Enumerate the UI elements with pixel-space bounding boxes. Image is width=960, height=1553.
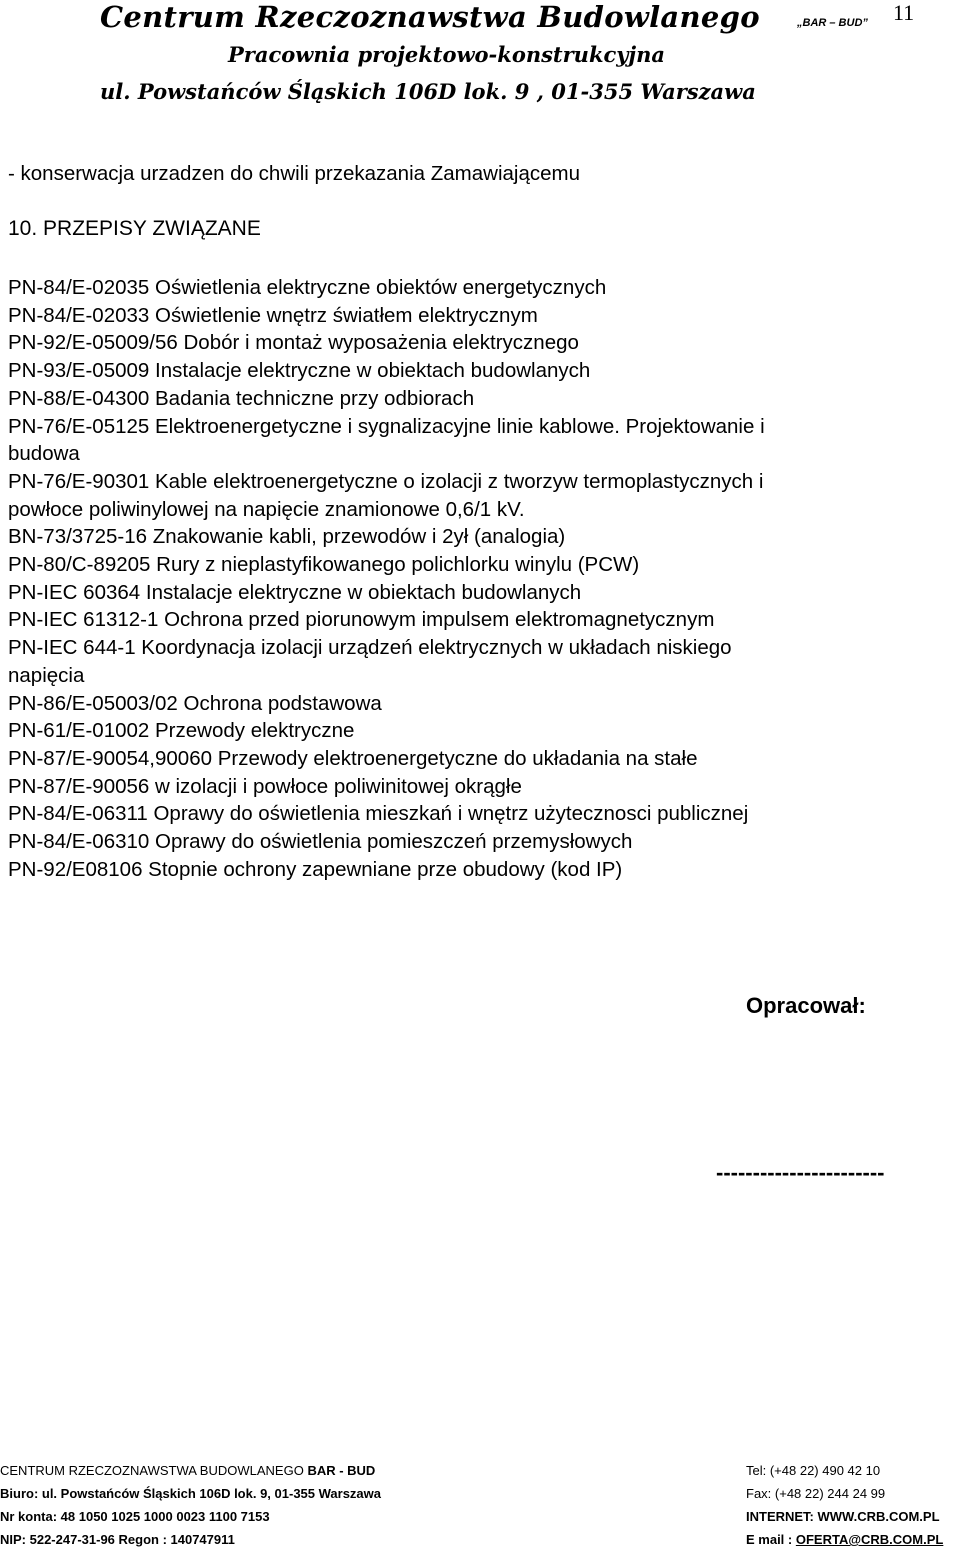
company-logo-text: „BAR – BUD”: [797, 17, 868, 29]
list-item: PN-88/E-04300 Badania techniczne przy odbiorach: [8, 386, 475, 410]
list-item: PN-80/C-89205 Rury z nieplastyfikowanego polichlorku winylu (PCW): [8, 553, 640, 577]
footer-tax-ids-text: NIP: 522-247-31-96 Regon : 140747911: [0, 1532, 235, 1547]
footer-account-text: Nr konta: 48 1050 1025 1000 0023 1100 7153: [0, 1509, 270, 1524]
footer-company: [0, 1463, 375, 1479]
intro-line: - konserwacja urzadzen do chwili przekazania Zamawiającemu: [8, 162, 580, 185]
list-item: PN-76/E-90301 Kable elektroenergetyczne o izolacji z tworzyw termoplastycznych i: [8, 469, 764, 493]
footer-internet: [746, 1509, 940, 1525]
list-item: PN-IEC 644-1 Koordynacja izolacji urządzeń elektrycznych w układach niskiego: [8, 636, 732, 660]
footer-email: [746, 1532, 943, 1548]
footer-email-link[interactable]: OFERTA@CRB.COM.PL: [795, 1532, 944, 1547]
footer-phone: Tel: (+48 22) 490 42 10: [746, 1463, 881, 1478]
list-item: PN-92/E-05009/56 Dobór i montaż wyposażenia elektrycznego: [8, 331, 579, 355]
list-item: BN-73/3725-16 Znakowanie kabli, przewodów i 2ył (analogia): [8, 525, 566, 549]
footer-company-short: BAR - BUD: [307, 1463, 376, 1478]
list-item: PN-IEC 60364 Instalacje elektryczne w obiektach budowlanych: [8, 580, 582, 604]
company-address: ul. Powstańców Śląskich 106D lok. 9 , 01-355 Warszawa: [100, 79, 756, 104]
footer-fax: Fax: (+48 22) 244 24 99: [746, 1486, 886, 1501]
company-title: Centrum Rzeczoznawstwa Budowlanego: [100, 0, 760, 34]
list-item: PN-61/E-01002 Przewody elektryczne: [8, 719, 355, 743]
list-item: PN-IEC 61312-1 Ochrona przed piorunowym impulsem elektromagnetycznym: [8, 608, 715, 632]
signature-label: Opracował:: [746, 993, 866, 1018]
list-item: PN-92/E08106 Stopnie ochrony zapewniane prze obudowy (kod IP): [8, 857, 623, 881]
section-heading: 10. PRZEPISY ZWIĄZANE: [8, 217, 261, 240]
list-item: PN-84/E-02035 Oświetlenia elektryczne obiektów energetycznych: [8, 276, 607, 299]
footer-internet-label: INTERNET:: [746, 1509, 818, 1524]
signature-line: -----------------------: [716, 1160, 885, 1185]
list-item: PN-76/E-05125 Elektroenergetyczne i sygnalizacyjne linie kablowe. Projektowanie i: [8, 414, 765, 438]
list-item: PN-84/E-06310 Oprawy do oświetlenia pomieszczeń przemysłowych: [8, 830, 633, 854]
list-item: PN-87/E-90054,90060 Przewody elektroenergetyczne do układania na stałe: [8, 746, 698, 770]
list-item: PN-84/E-02033 Oświetlenie wnętrz światłem elektrycznym: [8, 303, 538, 327]
company-subtitle: Pracownia projektowo-konstrukcyjna: [228, 42, 665, 67]
footer-office: [0, 1486, 381, 1502]
list-item: PN-86/E-05003/02 Ochrona podstawowa: [8, 691, 382, 715]
regulations-list: [8, 274, 953, 883]
list-item: PN-93/E-05009 Instalacje elektryczne w obiektach budowlanych: [8, 359, 591, 383]
list-item: PN-87/E-90056 w izolacji i powłoce poliwinitowej okrągłe: [8, 774, 522, 798]
list-item: powłoce poliwinylowej na napięcie znamionowe 0,6/1 kV.: [8, 497, 525, 521]
list-item: napięcia: [8, 663, 85, 687]
page-number: 11: [893, 0, 915, 25]
footer-internet-link[interactable]: WWW.CRB.COM.PL: [817, 1509, 940, 1524]
list-item: PN-84/E-06311 Oprawy do oświetlenia mieszkań i wnętrz użytecznosci publicznej: [8, 802, 749, 826]
footer-tax-ids: [0, 1532, 235, 1548]
footer-account: [0, 1509, 270, 1525]
footer-email-label: E mail :: [746, 1532, 796, 1547]
footer-office-text: Biuro: ul. Powstańców Śląskich 106D lok. 9, 01-355 Warszawa: [0, 1486, 381, 1501]
footer-company-name: CENTRUM RZECZOZNAWSTWA BUDOWLANEGO: [0, 1463, 304, 1478]
list-item: budowa: [8, 442, 80, 466]
